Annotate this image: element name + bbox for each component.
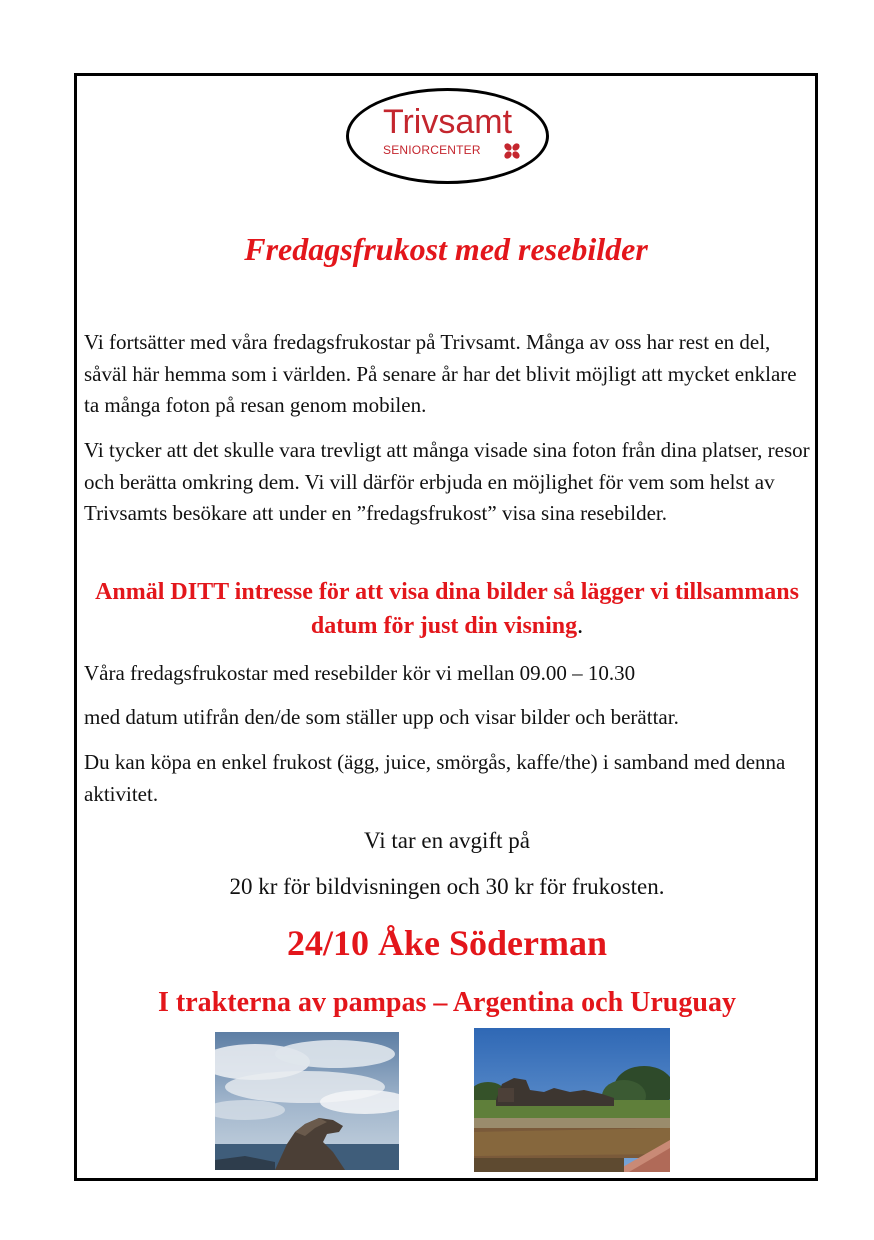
signup-highlight-text: Anmäl DITT intresse för att visa dina bilder så lägger vi tillsammans datum för just din visning xyxy=(95,579,799,639)
breakfast-note: Du kan köpa en enkel frukost (ägg, juice, smörgås, kaffe/the) i samband med denna aktivitet. xyxy=(84,750,786,806)
signup-highlight xyxy=(84,575,810,643)
poster-title: Fredagsfrukost med resebilder xyxy=(244,231,648,267)
logo-name: Trivsamt xyxy=(382,103,513,141)
monument-pond-photo xyxy=(474,1028,670,1172)
intro-paragraph: Vi fortsätter med våra fredagsfrukostar på Trivsamt. Många av oss har rest en del, såväl här hemma som i världen. På senare år har det blivit möjligt att mycket enklare ta många foton på resan genom mobilen. xyxy=(84,330,797,417)
dates-note: med datum utifrån den/de som ställer upp och visar bilder och berättar. xyxy=(84,705,679,729)
event-date-presenter: 24/10 Åke Söderman xyxy=(286,923,607,963)
invitation-paragraph: Vi tycker att det skulle vara trevligt att många visade sina foton från dina platser, resor och berätta omkring dem. Vi vill därför erbjuda en möjlighet för vem som helst av Trivsamts besökare att under en ”fredagsfrukost” visa sina resebilder. xyxy=(84,438,810,525)
trivsamt-logo xyxy=(346,88,549,184)
flower-icon xyxy=(502,141,522,161)
schedule-line: Våra fredagsfrukostar med resebilder kör vi mellan 09.00 – 10.30 xyxy=(84,661,636,685)
logo-subtitle: SENIORCENTER xyxy=(383,143,481,157)
fee-intro: Vi tar en avgift på xyxy=(364,828,530,853)
fee-detail: 20 kr för bildvisningen och 30 kr för frukosten. xyxy=(229,874,665,899)
eagle-rock-photo xyxy=(215,1032,399,1170)
signup-highlight-period: . xyxy=(577,613,584,639)
event-topic: I trakterna av pampas – Argentina och Uruguay xyxy=(158,987,736,1018)
